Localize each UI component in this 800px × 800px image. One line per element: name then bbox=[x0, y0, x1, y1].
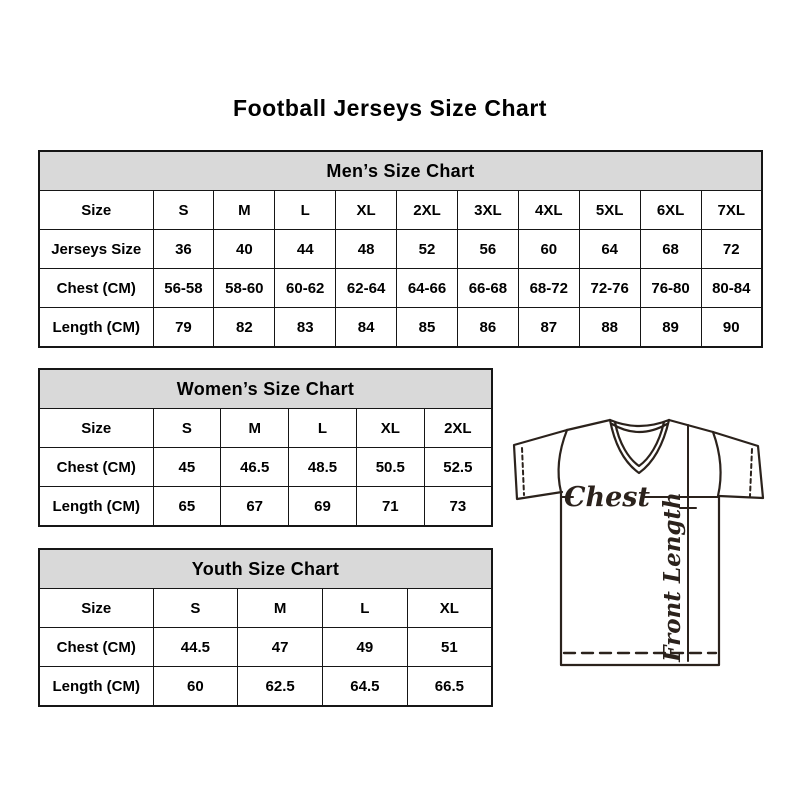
body-outline bbox=[561, 492, 719, 665]
mens-cell-r0c8: 5XL bbox=[579, 191, 640, 230]
chest-label: Chest bbox=[564, 482, 650, 513]
page-title: Football Jerseys Size Chart bbox=[233, 95, 547, 121]
mens-cell-r2c1: 56-58 bbox=[153, 269, 214, 308]
mens-cell-r0c9: 6XL bbox=[640, 191, 701, 230]
womens-cell-r1c1: 45 bbox=[153, 448, 221, 487]
womens-row-label-2: Length (CM) bbox=[39, 487, 153, 527]
mens-cell-r1c9: 68 bbox=[640, 230, 701, 269]
left-shoulder-line bbox=[567, 420, 610, 430]
womens-cell-r1c4: 50.5 bbox=[356, 448, 424, 487]
mens-cell-r2c8: 72-76 bbox=[579, 269, 640, 308]
mens-cell-r0c7: 4XL bbox=[518, 191, 579, 230]
youth-row-label-1: Chest (CM) bbox=[39, 628, 153, 667]
youth-cell-r2c4: 66.5 bbox=[407, 667, 492, 707]
mens-row-label-1: Jerseys Size bbox=[39, 230, 153, 269]
youth-cell-r1c1: 44.5 bbox=[153, 628, 238, 667]
womens-row-1 bbox=[39, 448, 492, 487]
mens-cell-r0c4: XL bbox=[336, 191, 397, 230]
womens-cell-r2c4: 71 bbox=[356, 487, 424, 527]
right-shoulder-line bbox=[669, 420, 713, 432]
mens-cell-r1c2: 40 bbox=[214, 230, 275, 269]
youth-cell-r0c2: M bbox=[238, 589, 323, 628]
mens-cell-r2c7: 68-72 bbox=[518, 269, 579, 308]
womens-cell-r1c2: 46.5 bbox=[221, 448, 289, 487]
youth-row-1 bbox=[39, 628, 492, 667]
womens-row-label-1: Chest (CM) bbox=[39, 448, 153, 487]
youth-cell-r2c2: 62.5 bbox=[238, 667, 323, 707]
youth-cell-r0c1: S bbox=[153, 589, 238, 628]
mens-size-table bbox=[38, 150, 763, 348]
mens-table-title: Men’s Size Chart bbox=[39, 151, 762, 191]
collar-curve-outer bbox=[610, 420, 669, 426]
jersey-measurement-diagram bbox=[504, 415, 776, 670]
mens-cell-r0c2: M bbox=[214, 191, 275, 230]
front-length-label: Front Length bbox=[659, 492, 686, 662]
mens-cell-r2c4: 62-64 bbox=[336, 269, 397, 308]
womens-cell-r0c1: S bbox=[153, 409, 221, 448]
mens-cell-r1c6: 56 bbox=[457, 230, 518, 269]
mens-cell-r1c5: 52 bbox=[397, 230, 458, 269]
mens-cell-r3c5: 85 bbox=[397, 308, 458, 348]
mens-cell-r3c4: 84 bbox=[336, 308, 397, 348]
womens-title-row bbox=[39, 369, 492, 409]
mens-cell-r2c3: 60-62 bbox=[275, 269, 336, 308]
youth-cell-r1c2: 47 bbox=[238, 628, 323, 667]
mens-cell-r3c3: 83 bbox=[275, 308, 336, 348]
mens-cell-r1c10: 72 bbox=[701, 230, 762, 269]
mens-row-0 bbox=[39, 191, 762, 230]
youth-cell-r1c3: 49 bbox=[323, 628, 408, 667]
mens-cell-r1c4: 48 bbox=[336, 230, 397, 269]
youth-row-2 bbox=[39, 667, 492, 707]
youth-table-title: Youth Size Chart bbox=[39, 549, 492, 589]
womens-cell-r2c1: 65 bbox=[153, 487, 221, 527]
mens-cell-r3c7: 87 bbox=[518, 308, 579, 348]
mens-row-label-0: Size bbox=[39, 191, 153, 230]
womens-row-2 bbox=[39, 487, 492, 527]
mens-cell-r3c1: 79 bbox=[153, 308, 214, 348]
youth-cell-r1c4: 51 bbox=[407, 628, 492, 667]
youth-title-row bbox=[39, 549, 492, 589]
youth-size-table bbox=[38, 548, 493, 707]
youth-row-label-0: Size bbox=[39, 589, 153, 628]
jersey-illustration-icon bbox=[504, 415, 776, 670]
mens-row-2 bbox=[39, 269, 762, 308]
mens-cell-r3c9: 89 bbox=[640, 308, 701, 348]
womens-cell-r1c3: 48.5 bbox=[289, 448, 357, 487]
womens-row-label-0: Size bbox=[39, 409, 153, 448]
mens-cell-r0c6: 3XL bbox=[457, 191, 518, 230]
mens-cell-r0c1: S bbox=[153, 191, 214, 230]
mens-cell-r3c2: 82 bbox=[214, 308, 275, 348]
youth-cell-r0c4: XL bbox=[407, 589, 492, 628]
youth-row-0 bbox=[39, 589, 492, 628]
womens-cell-r0c4: XL bbox=[356, 409, 424, 448]
womens-cell-r0c5: 2XL bbox=[424, 409, 492, 448]
mens-cell-r2c9: 76-80 bbox=[640, 269, 701, 308]
mens-cell-r0c5: 2XL bbox=[397, 191, 458, 230]
mens-row-3 bbox=[39, 308, 762, 348]
womens-cell-r2c2: 67 bbox=[221, 487, 289, 527]
womens-size-table bbox=[38, 368, 493, 527]
right-cuff-dashed-line bbox=[750, 449, 752, 496]
mens-row-label-2: Chest (CM) bbox=[39, 269, 153, 308]
mens-cell-r0c3: L bbox=[275, 191, 336, 230]
mens-cell-r1c7: 60 bbox=[518, 230, 579, 269]
mens-cell-r1c1: 36 bbox=[153, 230, 214, 269]
left-cuff-dashed-line bbox=[522, 448, 524, 495]
youth-cell-r0c3: L bbox=[323, 589, 408, 628]
womens-cell-r2c3: 69 bbox=[289, 487, 357, 527]
youth-cell-r2c1: 60 bbox=[153, 667, 238, 707]
womens-cell-r0c2: M bbox=[221, 409, 289, 448]
mens-cell-r2c10: 80-84 bbox=[701, 269, 762, 308]
womens-cell-r1c5: 52.5 bbox=[424, 448, 492, 487]
mens-row-1 bbox=[39, 230, 762, 269]
mens-cell-r1c8: 64 bbox=[579, 230, 640, 269]
womens-row-0 bbox=[39, 409, 492, 448]
mens-cell-r2c6: 66-68 bbox=[457, 269, 518, 308]
mens-cell-r0c10: 7XL bbox=[701, 191, 762, 230]
mens-cell-r2c2: 58-60 bbox=[214, 269, 275, 308]
mens-cell-r3c8: 88 bbox=[579, 308, 640, 348]
womens-table-title: Women’s Size Chart bbox=[39, 369, 492, 409]
mens-cell-r2c5: 64-66 bbox=[397, 269, 458, 308]
womens-cell-r0c3: L bbox=[289, 409, 357, 448]
youth-row-label-2: Length (CM) bbox=[39, 667, 153, 707]
mens-cell-r1c3: 44 bbox=[275, 230, 336, 269]
mens-cell-r3c6: 86 bbox=[457, 308, 518, 348]
mens-row-label-3: Length (CM) bbox=[39, 308, 153, 348]
womens-cell-r2c5: 73 bbox=[424, 487, 492, 527]
mens-cell-r3c10: 90 bbox=[701, 308, 762, 348]
right-sleeve-seam bbox=[713, 432, 721, 496]
youth-cell-r2c3: 64.5 bbox=[323, 667, 408, 707]
mens-title-row bbox=[39, 151, 762, 191]
